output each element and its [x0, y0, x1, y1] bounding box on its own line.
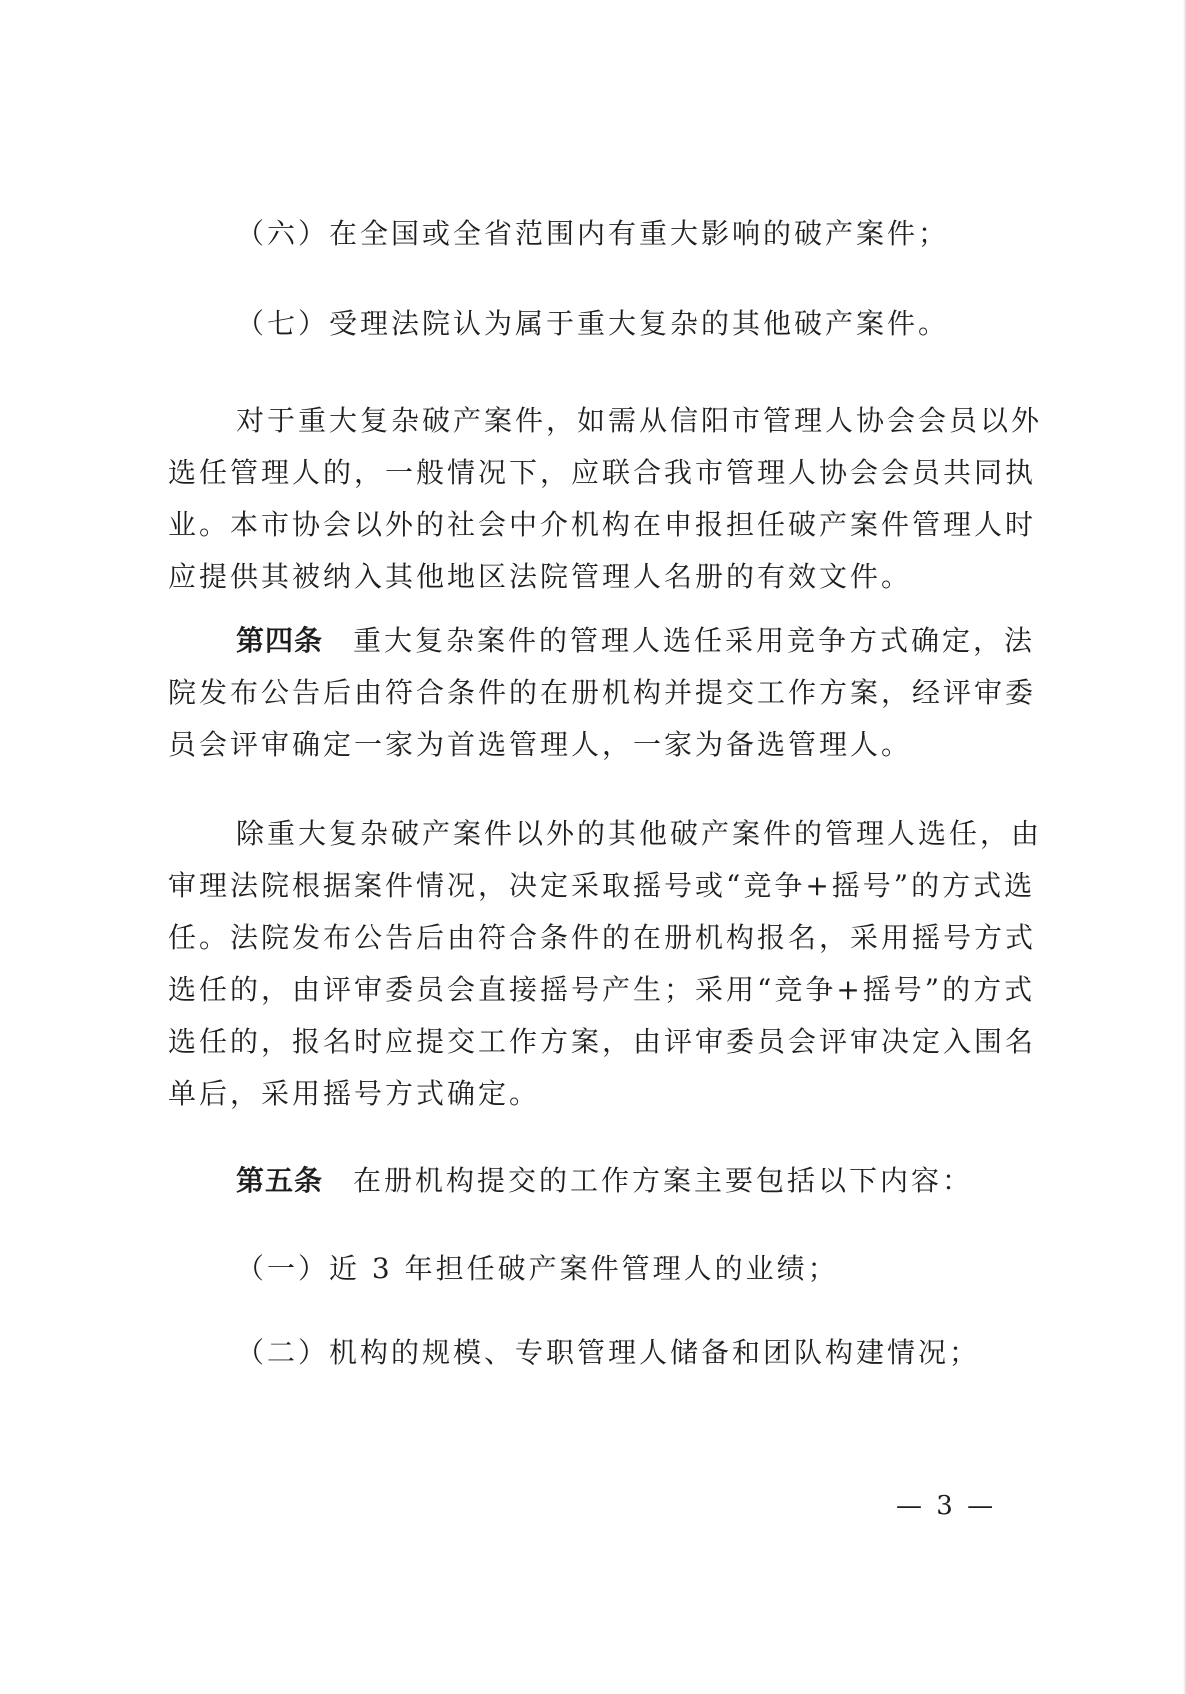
article-5-text: 在册机构提交的工作方案主要包括以下内容： [353, 1164, 974, 1197]
article-5 [168, 1155, 1046, 1207]
article-5-title: 第五条 [236, 1164, 324, 1197]
page-number: — 3 — [896, 1491, 997, 1521]
list-item-1: （一）近 3 年担任破产案件管理人的业绩； [236, 1252, 839, 1285]
list-item-6: （六）在全国或全省范围内有重大影响的破产案件； [236, 217, 950, 250]
article-4-title: 第四条 [236, 624, 324, 657]
list-item-7: （七）受理法院认为属于重大复杂的其他破产案件。 [236, 307, 950, 340]
article-4-text: 重大复杂案件的管理人选任采用竞争方式确定，法院发布公告后由符合条件的在册机构并提交工作方案，经评审委员会评审确定一家为首选管理人，一家为备选管理人。 [168, 624, 1037, 761]
list-item-2: （二）机构的规模、专职管理人储备和团队构建情况； [236, 1336, 981, 1369]
paragraph-other-cases: 除重大复杂破产案件以外的其他破产案件的管理人选任，由审理法院根据案件情况，决定采取摇号或“竞争+摇号”的方式选任。法院发布公告后由符合条件的在册机构报名，采用摇号方式选任的，由评审委员会直接摇号产生；采用“竞争+摇号”的方式选任的，报名时应提交工作方案，由评审委员会评审决定入围名单后，采用摇号方式确定。 [168, 817, 1043, 1110]
article-4 [168, 615, 1046, 771]
paragraph-major-cases: 对于重大复杂破产案件，如需从信阳市管理人协会会员以外选任管理人的，一般情况下，应联合我市管理人协会会员共同执业。本市协会以外的社会中介机构在申报担任破产案件管理人时应提供其被纳入其他地区法院管理人名册的有效文件。 [168, 404, 1043, 593]
